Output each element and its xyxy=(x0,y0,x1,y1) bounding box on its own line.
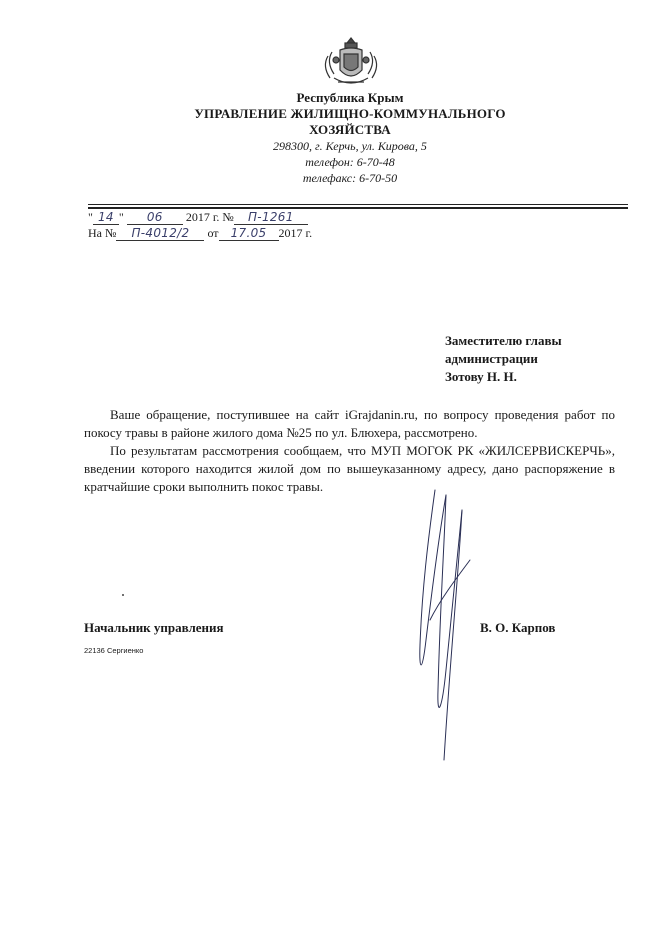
outgoing-reference xyxy=(88,210,308,225)
header-divider-thin xyxy=(88,204,628,205)
org-name-line2: ХОЗЯЙСТВА xyxy=(309,122,391,137)
close-quote: " xyxy=(118,210,124,224)
org-name-line1: УПРАВЛЕНИЕ ЖИЛИЩНО-КОММУНАЛЬНОГО xyxy=(194,106,506,121)
number-label: № xyxy=(222,210,234,224)
ink-dot xyxy=(122,594,124,596)
outgoing-number: П-1261 xyxy=(234,210,308,225)
incoming-number: П-4012/2 xyxy=(116,226,204,241)
from-label: от xyxy=(207,226,219,240)
addressee-line2: администрации xyxy=(445,351,538,366)
body-paragraph-2: По результатам рассмотрения сообщаем, что МУП МОГОК РК «ЖИЛСЕРВИСКЕРЧЬ», введении которого находится жилой дом по вышеуказанному адресу, дано распоряжение в кратчайшие сроки выполнить покос травы. xyxy=(84,443,615,494)
org-phone: телефон: 6-70-48 xyxy=(305,155,395,169)
in-reply-label: На № xyxy=(88,226,117,240)
republic-name: Республика Крым xyxy=(296,90,404,105)
addressee-block xyxy=(445,332,645,386)
open-quote: " xyxy=(88,210,93,224)
coat-of-arms-icon xyxy=(316,34,386,92)
addressee-line3: Зотову Н. Н. xyxy=(445,369,517,384)
org-fax: телефакс: 6-70-50 xyxy=(302,171,398,185)
outgoing-day: 14 xyxy=(93,210,119,225)
addressee-line1: Заместителю главы xyxy=(445,333,562,348)
signatory-title: Начальник управления xyxy=(84,620,224,635)
letter-body xyxy=(84,406,615,496)
outgoing-month: 06 xyxy=(127,210,183,225)
incoming-reference xyxy=(88,226,312,241)
letterhead xyxy=(160,90,540,186)
signatory-name: В. О. Карпов xyxy=(480,620,556,635)
org-address: 298300, г. Керчь, ул. Кирова, 5 xyxy=(273,139,427,153)
header-divider-thick xyxy=(88,207,628,209)
body-paragraph-1: Ваше обращение, поступившее на сайт iGrajdanin.ru, по вопросу проведения работ по покосу травы в районе жилого дома №25 по ул. Блюхера, рассмотрено. xyxy=(84,407,615,440)
executor-note: 22136 Сергиенко xyxy=(84,646,144,655)
incoming-year: 2017 г. xyxy=(278,226,313,240)
incoming-date: 17.05 xyxy=(219,226,279,241)
outgoing-year: 2017 г. xyxy=(185,210,220,224)
